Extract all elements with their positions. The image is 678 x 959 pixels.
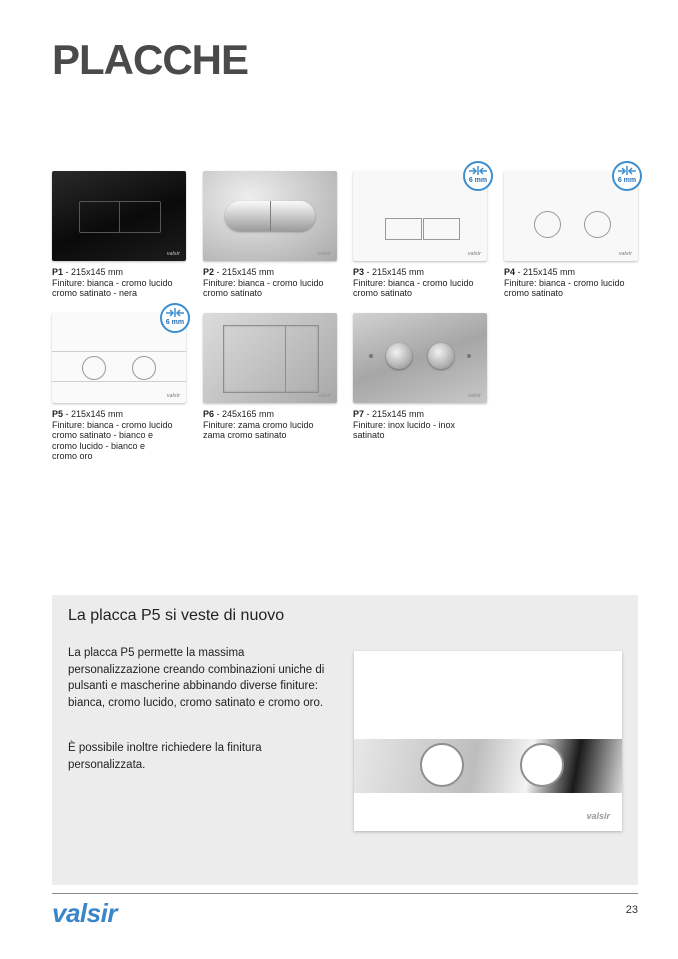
product-p4 bbox=[504, 171, 644, 299]
thickness-6mm-icon: 6 mm bbox=[463, 161, 493, 191]
feature-paragraph: La placca P5 permette la massima personalizzazione creando combinazioni uniche di pulsanti e mascherine abbinando diverse finiture: bianca, cromo lucido, cromo satinato e cromo oro. bbox=[68, 647, 325, 709]
plate-p7-image bbox=[353, 313, 487, 403]
plate-p2-image bbox=[203, 171, 337, 261]
brand-mark: valsir bbox=[166, 251, 180, 257]
product-caption: P5 - 215x145 mm Finiture: bianca - cromo lucido cromo satinato - bianco e cromo lucido - bianco e cromo oro bbox=[52, 409, 173, 461]
brand-mark: valsir bbox=[586, 811, 610, 821]
brand-mark: valsir bbox=[467, 251, 481, 257]
product-p2 bbox=[203, 171, 343, 299]
p5-feature-image bbox=[354, 651, 622, 831]
product-caption: P7 - 215x145 mm Finiture: inox lucido - inox satinato bbox=[353, 409, 456, 440]
brand-mark: valsir bbox=[166, 393, 180, 399]
feature-panel bbox=[52, 595, 638, 885]
product-p5 bbox=[52, 313, 192, 462]
product-caption: P4 - 215x145 mm Finiture: bianca - cromo lucido cromo satinato bbox=[504, 267, 625, 298]
brand-mark: valsir bbox=[317, 393, 331, 399]
page-number: 23 bbox=[625, 904, 638, 916]
thickness-6mm-icon: 6 mm bbox=[612, 161, 642, 191]
brand-logo: valsir bbox=[52, 898, 117, 928]
product-caption: P6 - 245x165 mm Finiture: zama cromo lucido zama cromo satinato bbox=[203, 409, 314, 440]
plate-p6-image bbox=[203, 313, 337, 403]
feature-title: La placca P5 si veste di nuovo bbox=[68, 607, 285, 624]
brand-mark: valsir bbox=[467, 393, 481, 399]
brand-mark: valsir bbox=[317, 251, 331, 257]
product-caption: P2 - 215x145 mm Finiture: bianca - cromo lucido cromo satinato bbox=[203, 267, 324, 298]
product-p6 bbox=[203, 313, 343, 441]
feature-paragraph: È possibile inoltre richiedere la finitura personalizzata. bbox=[68, 742, 262, 771]
plate-p1-image bbox=[52, 171, 186, 261]
product-caption: P3 - 215x145 mm Finiture: bianca - cromo lucido cromo satinato bbox=[353, 267, 474, 298]
page-title: PLACCHE bbox=[52, 36, 249, 83]
thickness-6mm-icon: 6 mm bbox=[160, 303, 190, 333]
product-caption: P1 - 215x145 mm Finiture: bianca - cromo lucido cromo satinato - nera bbox=[52, 267, 173, 298]
product-p3 bbox=[353, 171, 493, 299]
footer-divider bbox=[52, 893, 638, 894]
product-p7 bbox=[353, 313, 493, 441]
product-p1 bbox=[52, 171, 192, 299]
brand-mark: valsir bbox=[618, 251, 632, 257]
